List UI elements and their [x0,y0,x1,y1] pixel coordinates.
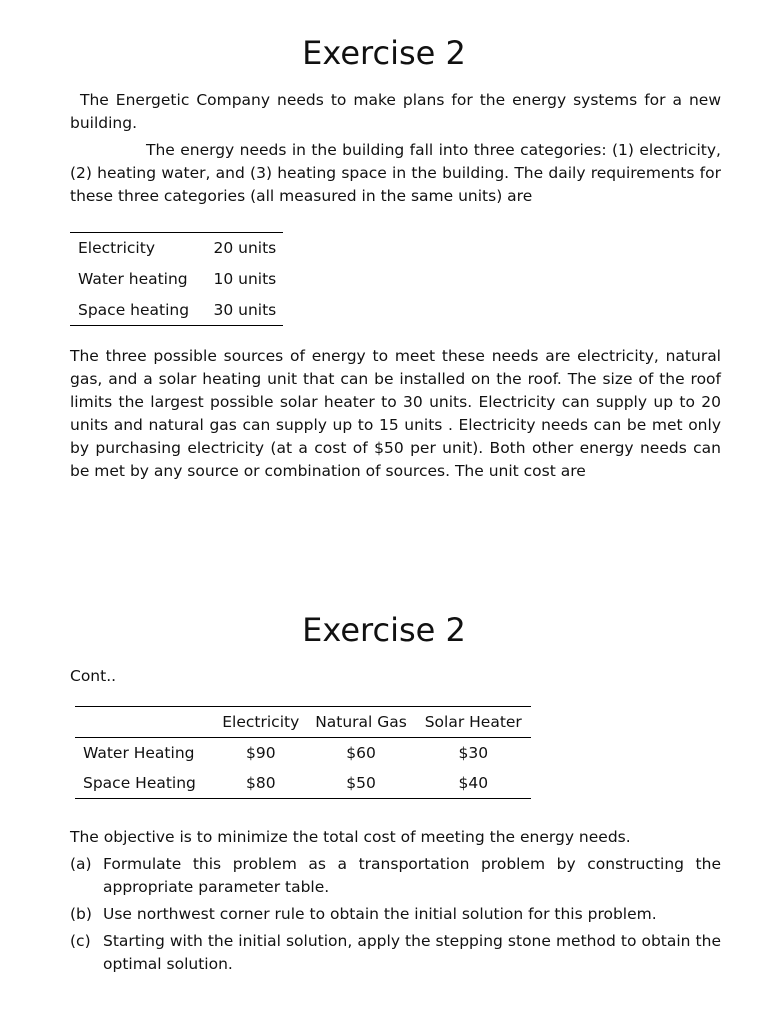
requirement-label: Electricity [70,233,200,264]
requirements-table [70,232,283,326]
objective-statement: The objective is to minimize the total cost of meeting the energy needs. [70,828,631,846]
row-label-space-heating: Space Heating [75,768,215,799]
requirement-value: 20 units [200,233,284,264]
question-marker: (a) [70,855,92,873]
cost-cell: $30 [458,744,489,762]
cost-cell: $60 [346,744,376,762]
slide1-title: Exercise 2 [302,34,466,72]
table-row [75,768,531,799]
cost-cell: $40 [416,768,531,799]
list-item [70,903,721,926]
table-row [70,295,283,326]
unit-cost-table [75,706,531,799]
column-header-electricity: Electricity [215,707,307,738]
table-row [75,738,531,769]
requirement-label: Space heating [70,295,200,326]
question-text: Use northwest corner rule to obtain the initial solution for this problem. [103,905,657,923]
continued-label: Cont.. [70,667,117,685]
energy-sources-paragraph: The three possible sources of energy to meet these needs are electricity, natural gas, and a solar heating unit that can be installed on the roof. The size of the roof limits the largest possible solar heater to 30 units. Electricity can supply up to 20 units and natural gas can supply up to 15 units . Electricity needs can be met only by purchasing electricity (at a cost of $50 per unit). Both other energy needs can be met by any source or combination of sources. The unit cost are [70,347,721,480]
cost-cell: $50 [307,768,416,799]
slide2-title: Exercise 2 [302,611,466,649]
table-row [70,233,283,264]
cost-cell: $80 [215,768,307,799]
requirement-value: 30 units [200,295,284,326]
intro-paragraph: The Energetic Company needs to make plans for the energy systems for a new building. [70,91,721,132]
column-header-solar-heater: Solar Heater [416,707,531,738]
row-label-water-heating: Water Heating [83,744,195,762]
question-text: Starting with the initial solution, apply the stepping stone method to obtain the optimal solution. [103,932,721,973]
question-marker: (c) [70,932,91,950]
table-header-row [75,707,531,738]
requirement-label: Water heating [78,270,188,288]
column-header-blank [75,707,215,738]
requirement-value: 10 units [213,270,277,288]
energy-needs-paragraph: The energy needs in the building fall into three categories: (1) electricity, (2) heating water, and (3) heating space in the building. The daily requirements for these three categories (all measured in the same units) are [70,141,721,205]
list-item [70,853,721,899]
question-marker: (b) [70,905,92,923]
question-list [70,853,721,980]
cost-cell: $90 [245,744,276,762]
list-item [70,930,721,976]
column-header-natural-gas: Natural Gas [307,707,416,738]
question-text: Formulate this problem as a transportation problem by constructing the appropriate parameter table. [103,855,721,896]
table-row [70,264,283,295]
